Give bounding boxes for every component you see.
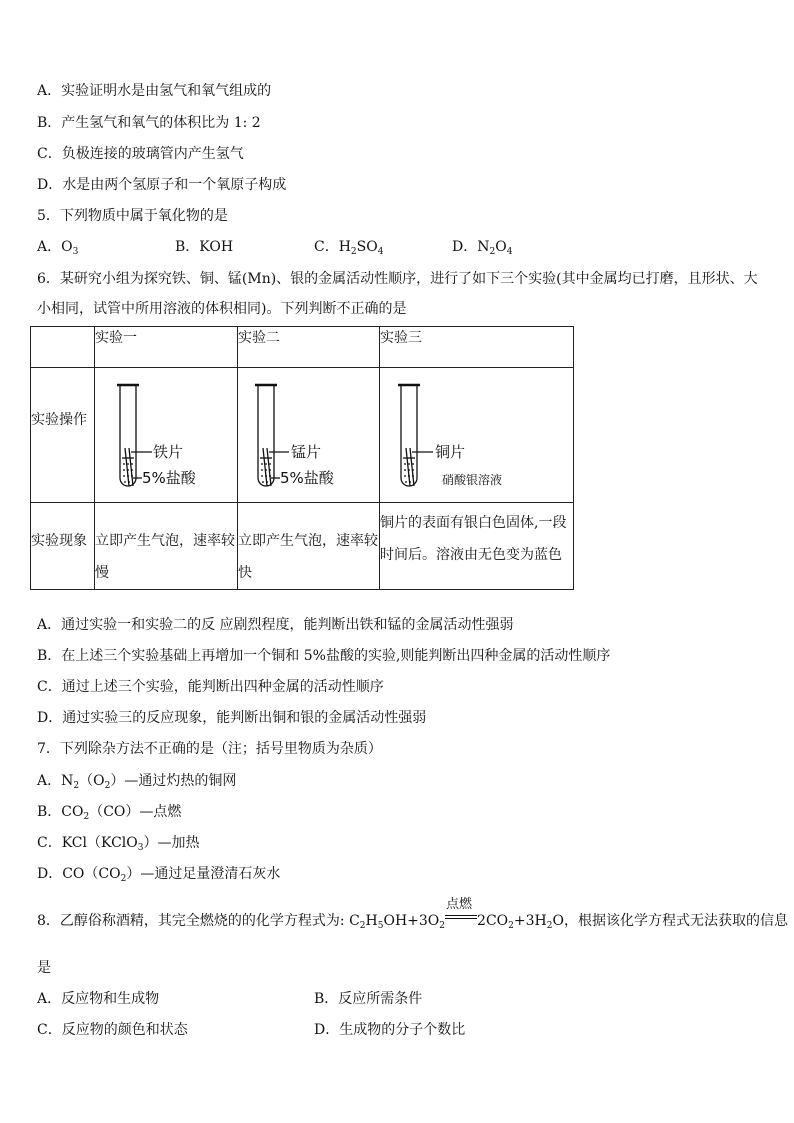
tube2-metal-label: 锰片 bbox=[291, 443, 322, 461]
q6-stem-line1: 6．某研究小组为探究铁、铜、锰(Mn)、银的金属活动性顺序，进行了如下三个实验(其中金属均已打磨，且形状、大 bbox=[37, 271, 758, 287]
q4-option-d: D．水是由两个氢原子和一个氧原子构成 bbox=[37, 177, 287, 193]
tube3-metal-label: 铜片 bbox=[435, 443, 466, 461]
observation-exp3: 铜片的表面有银白色固体,一段时间后。溶液由无色变为蓝色 bbox=[380, 503, 574, 590]
q6-option-b: B．在上述三个实验基础上再增加一个铜和 5%盐酸的实验,则能判断出四种金属的活动性顺序 bbox=[37, 648, 611, 664]
q7-option-c: C．KCl（KClO$_3$）—加热 bbox=[37, 835, 200, 853]
tube-diagram-exp3 bbox=[380, 368, 574, 503]
header-exp2: 实验二 bbox=[238, 327, 380, 368]
observation-exp1: 立即产生气泡，速率较慢 bbox=[95, 503, 238, 590]
tube-diagram-exp1 bbox=[95, 368, 238, 503]
row-label-operation: 实验操作 bbox=[31, 368, 95, 503]
condition-label: 点燃 bbox=[446, 897, 473, 912]
q5-option-a: A．$O_3$ bbox=[37, 239, 79, 257]
q5-option-c: C．$H_2SO_4$ bbox=[314, 239, 384, 257]
q7-option-b: B．$CO_2(CO)—$点燃 bbox=[37, 804, 182, 822]
q7-option-a: A．$N_2(O_2)—$通过灼热的铜网 bbox=[37, 773, 237, 791]
q6-option-c: C．通过上述三个实验，能判断出四种金属的活动性顺序 bbox=[37, 679, 384, 695]
q7-stem: 7．下列除杂方法不正确的是（注；括号里物质为杂质） bbox=[37, 741, 382, 757]
tube-diagram-exp2 bbox=[238, 368, 380, 503]
q4-option-c: C．负极连接的玻璃管内产生氢气 bbox=[37, 146, 244, 162]
q8-stem-line2: 是 bbox=[37, 960, 51, 976]
header-exp3: 实验三 bbox=[380, 327, 574, 368]
q8-stem-line1: 8．乙醇俗称酒精，其完全燃烧的的化学方程式为: $C_2H_5OH+3O_2$ 点燃 $2CO_2+3H_2O$，根据该化学方程式无法获取的信息 bbox=[37, 897, 788, 931]
q8-option-b: B．反应所需条件 bbox=[314, 991, 423, 1007]
q5-option-d: D．$N_2O_4$ bbox=[452, 239, 513, 257]
q6-option-d: D．通过实验三的反应现象，能判断出铜和银的金属活动性强弱 bbox=[37, 710, 427, 726]
tube2-solution-label: 5%盐酸 bbox=[280, 469, 334, 487]
tube3-solution-label: 硝酸银溶液 bbox=[442, 473, 503, 487]
header-empty bbox=[31, 327, 95, 368]
q4-option-b: B．产生氢气和氧气的体积比为 1: 2 bbox=[37, 115, 261, 131]
observation-exp2: 立即产生气泡，速率较快 bbox=[238, 503, 380, 590]
q4-option-a: A．实验证明水是由氢气和氧气组成的 bbox=[37, 83, 272, 99]
q8-option-a: A．反应物和生成物 bbox=[37, 991, 160, 1007]
q6-option-a: A．通过实验一和实验二的反 应剧烈程度，能判断出铁和锰的金属活动性强弱 bbox=[37, 617, 514, 633]
q6-stem-line2: 小相同，试管中所用溶液的体积相同)。下列判断不正确的是 bbox=[37, 301, 407, 317]
q8-option-c: C．反应物的颜色和状态 bbox=[37, 1022, 188, 1038]
q7-option-d: D．$CO(CO_2)—$通过足量澄清石灰水 bbox=[37, 866, 281, 884]
tube1-solution-label: 5%盐酸 bbox=[142, 469, 196, 487]
row-label-observation: 实验现象 bbox=[31, 503, 95, 590]
experiment-table bbox=[30, 326, 574, 590]
q5-option-b: B．KOH bbox=[175, 239, 234, 255]
q8-option-d: D．生成物的分子个数比 bbox=[314, 1022, 466, 1038]
q5-stem: 5．下列物质中属于氧化物的是 bbox=[37, 208, 228, 224]
header-exp1: 实验一 bbox=[95, 327, 238, 368]
reaction-condition bbox=[445, 897, 477, 931]
tube1-metal-label: 铁片 bbox=[153, 443, 184, 461]
